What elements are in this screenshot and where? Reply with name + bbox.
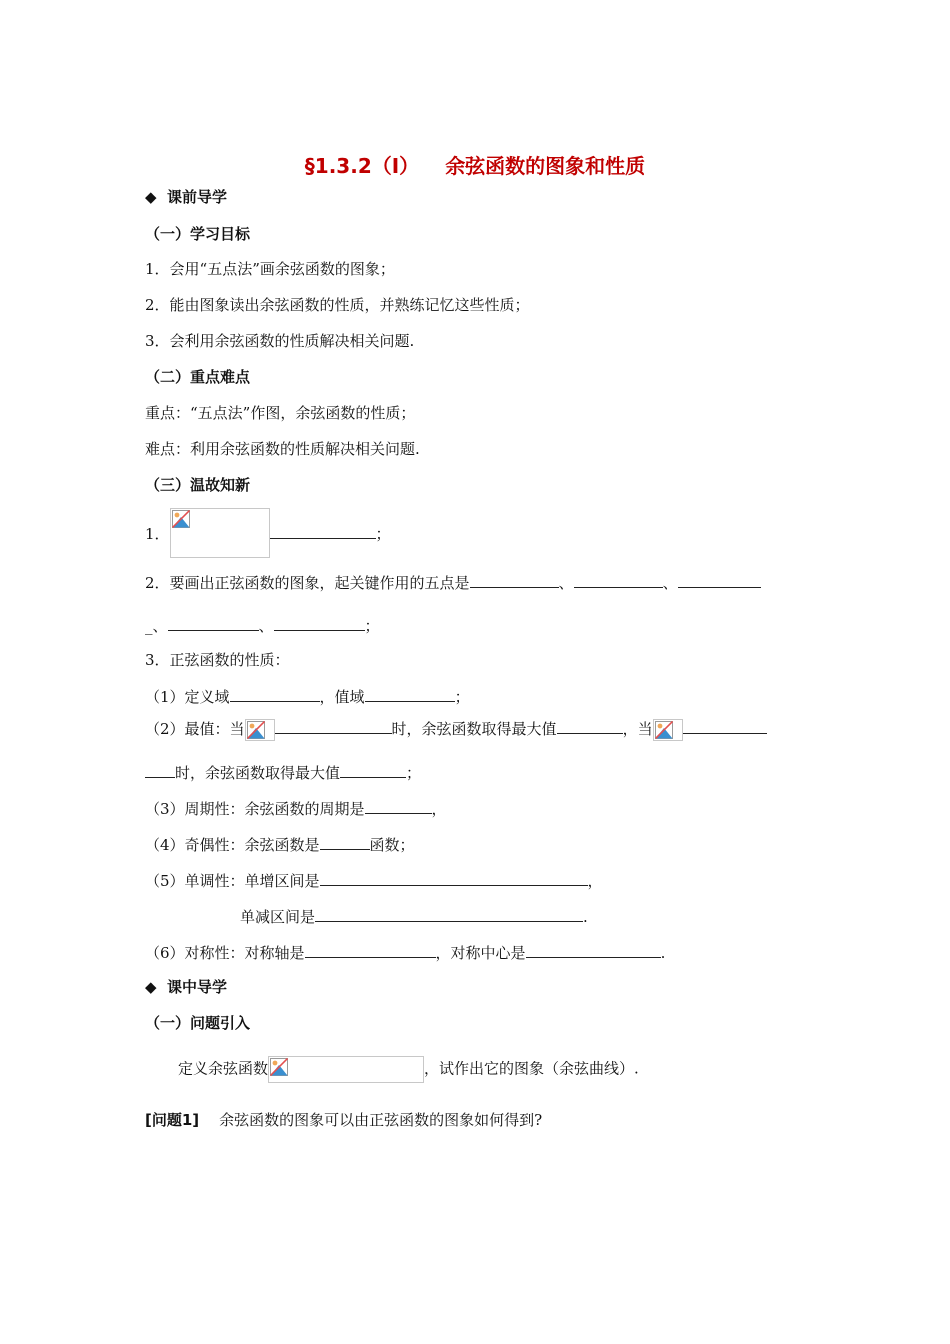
formula-image (245, 719, 275, 741)
answer-blank[interactable] (230, 686, 320, 702)
in-class-heading: ◆ 课中导学 (145, 978, 228, 996)
broken-image-icon (270, 1058, 288, 1076)
answer-blank[interactable] (275, 718, 392, 734)
answer-blank[interactable] (168, 615, 259, 631)
formula-image (170, 508, 270, 558)
key-points-heading: （二）重点难点 (145, 368, 251, 386)
difficulty-text: 难点：利用余弦函数的性质解决相关问题. (145, 440, 420, 458)
goal-item: 1．会用“五点法”画余弦函数的图象； (145, 260, 395, 278)
broken-image-icon (172, 510, 190, 528)
diamond-bullet-icon: ◆ (145, 188, 157, 206)
focus-text: 重点：“五点法”作图，余弦函数的性质； (145, 404, 416, 422)
answer-blank[interactable] (305, 942, 436, 958)
answer-blank[interactable] (340, 762, 406, 778)
answer-blank[interactable] (270, 523, 376, 539)
review-q3: 3．正弦函数的性质： (145, 651, 290, 669)
diamond-bullet-icon: ◆ (145, 978, 157, 996)
property-symmetry: （6）对称性：对称轴是 ，对称中心是 . (145, 944, 666, 962)
property-extremum: （2）最值：当 时，余弦函数取得最大值 ，当 (145, 718, 767, 741)
formula-image (653, 719, 683, 741)
answer-blank[interactable] (320, 834, 370, 850)
broken-image-icon (247, 721, 265, 739)
property-extremum-cont: 时，余弦函数取得最大值 ； (145, 762, 421, 783)
problem-1: [问题1] 余弦函数的图象可以由正弦函数的图象如何得到? (145, 1111, 543, 1129)
answer-blank[interactable] (557, 718, 623, 734)
review-q2-cont: _、 、 ； (145, 617, 380, 635)
review-heading: （三）温故知新 (145, 476, 251, 494)
page-title: §1.3.2（I） 余弦函数的图象和性质 (304, 154, 646, 178)
property-parity: （4）奇偶性：余弦函数是 函数； (145, 836, 415, 854)
answer-blank[interactable] (678, 572, 761, 588)
property-monotonic-decrease: 单减区间是 . (240, 908, 588, 926)
answer-blank[interactable] (470, 572, 559, 588)
goal-item: 3．会利用余弦函数的性质解决相关问题. (145, 332, 415, 350)
answer-blank[interactable] (683, 718, 767, 734)
formula-image (268, 1056, 424, 1083)
answer-blank[interactable] (315, 906, 583, 922)
intro-heading: （一）问题引入 (145, 1014, 251, 1032)
answer-blank[interactable] (365, 798, 432, 814)
property-domain: （1）定义域 ，值域 ； (145, 688, 470, 706)
answer-blank[interactable] (320, 870, 588, 886)
broken-image-icon (655, 721, 673, 739)
answer-blank[interactable] (145, 762, 175, 778)
goals-heading: （一）学习目标 (145, 225, 251, 243)
answer-blank[interactable] (274, 615, 365, 631)
answer-blank[interactable] (526, 942, 661, 958)
intro-text: 定义余弦函数 ，试作出它的图象（余弦曲线）. (178, 1056, 639, 1083)
answer-blank[interactable] (365, 686, 455, 702)
review-q1: 1． ； (145, 508, 391, 558)
property-period: （3）周期性：余弦函数的周期是 ， (145, 800, 447, 818)
review-q2: 2．要画出正弦函数的图象，起关键作用的五点是 、 、 (145, 572, 761, 593)
answer-blank[interactable] (574, 572, 663, 588)
goal-item: 2．能由图象读出余弦函数的性质，并熟练记忆这些性质； (145, 296, 530, 314)
pre-class-heading: ◆ 课前导学 (145, 188, 228, 206)
property-monotonic-increase: （5）单调性：单增区间是 ， (145, 872, 603, 890)
